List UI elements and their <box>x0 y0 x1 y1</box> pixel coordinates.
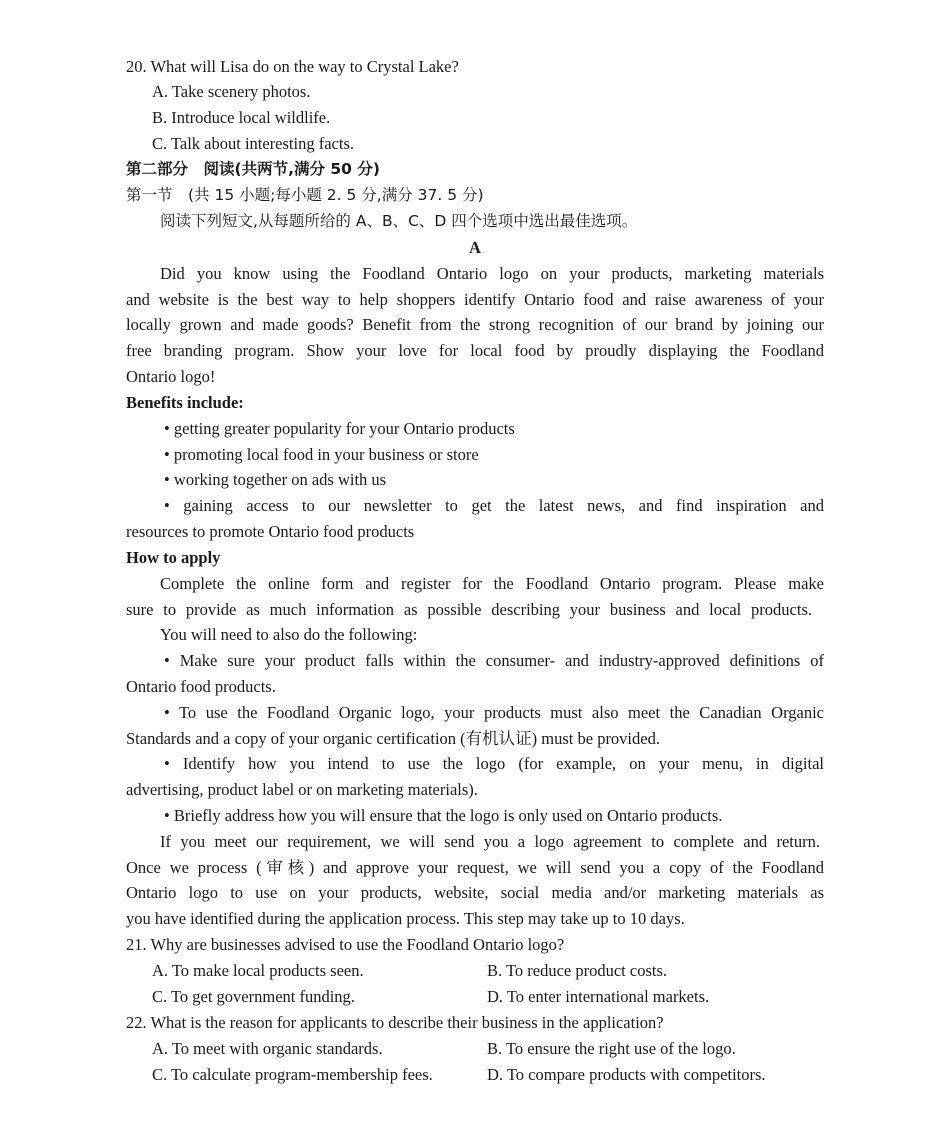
apply-bullet: • Briefly address how you will ensure that the logo is only used on Ontario products. <box>164 806 723 825</box>
q22-option-d: D. To compare products with competitors. <box>487 1065 766 1084</box>
intro-line: free branding program. Show your love for local food by proudly displaying the Foodland <box>126 341 824 360</box>
apply-line: If you meet our requirement, we will send you a logo agreement to complete and return. <box>160 832 820 851</box>
intro-line: locally grown and made goods? Benefit from the strong recognition of our brand by joining our <box>126 315 824 334</box>
q22-option-b: B. To ensure the right use of the logo. <box>487 1039 736 1058</box>
intro-line: Ontario logo! <box>126 367 216 386</box>
q21-option-d: D. To enter international markets. <box>487 987 710 1006</box>
benefit-item: • getting greater popularity for your Ontario products <box>164 419 515 438</box>
q22-stem: 22. What is the reason for applicants to describe their business in the application? <box>126 1013 664 1032</box>
q20-option-c: C. Talk about interesting facts. <box>152 134 354 153</box>
benefit-item: • promoting local food in your business or store <box>164 445 479 464</box>
apply-bullet: • Make sure your product falls within the consumer- and industry-approved definitions of <box>164 651 824 670</box>
benefit-item: • working together on ads with us <box>164 470 387 489</box>
apply-bullet-continued: Ontario food products. <box>126 677 276 696</box>
q20-stem: 20. What will Lisa do on the way to Crystal Lake? <box>126 57 459 76</box>
apply-line: You will need to also do the following: <box>160 625 418 644</box>
q22-option-a: A. To meet with organic standards. <box>152 1039 383 1058</box>
intro-line: and website is the best way to help shoppers identify Ontario food and raise awareness of your <box>126 290 824 309</box>
apply-line: Once we process (审核) and approve your request, we will send you a copy of the Foodland <box>126 858 824 877</box>
q21-stem: 21. Why are businesses advised to use the Foodland Ontario logo? <box>126 935 565 954</box>
q21-option-a: A. To make local products seen. <box>152 961 364 980</box>
apply-bullet-continued: advertising, product label or on marketing materials). <box>126 780 478 799</box>
apply-line: sure to provide as much information as possible describing your business and local products. <box>126 600 812 619</box>
q22-option-c: C. To calculate program-membership fees. <box>152 1065 433 1084</box>
q21-option-c: C. To get government funding. <box>152 987 355 1006</box>
apply-line: Complete the online form and register for the Foodland Ontario program. Please make <box>160 574 824 593</box>
section1-heading: 第一节 (共 15 小题;每小题 2. 5 分,满分 37. 5 分) <box>126 186 484 204</box>
q20-option-a: A. Take scenery photos. <box>152 82 311 101</box>
benefits-heading: Benefits include: <box>126 393 244 412</box>
apply-bullet: • Identify how you intend to use the logo (for example, on your menu, in digital <box>164 754 824 773</box>
benefit-item-continued: resources to promote Ontario food products <box>126 522 415 541</box>
benefit-item: • gaining access to our newsletter to get the latest news, and find inspiration and <box>164 496 824 515</box>
apply-heading: How to apply <box>126 548 221 567</box>
q21-option-b: B. To reduce product costs. <box>487 961 668 980</box>
apply-line: you have identified during the application process. This step may take up to 10 days. <box>126 909 685 928</box>
instructions: 阅读下列短文,从每题所给的 A、B、C、D 四个选项中选出最佳选项。 <box>160 212 638 230</box>
apply-bullet: • To use the Foodland Organic logo, your products must also meet the Canadian Organic <box>164 703 824 722</box>
apply-bullet-continued: Standards and a copy of your organic certification (有机认证) must be provided. <box>126 729 660 748</box>
part2-heading: 第二部分 阅读(共两节,满分 50 分) <box>126 160 380 178</box>
apply-line: Ontario logo to use on your products, website, social media and/or marketing materials as <box>126 883 824 902</box>
passage-label: A <box>469 238 481 257</box>
q20-option-b: B. Introduce local wildlife. <box>152 108 331 127</box>
intro-line: Did you know using the Foodland Ontario logo on your products, marketing materials <box>160 264 824 283</box>
